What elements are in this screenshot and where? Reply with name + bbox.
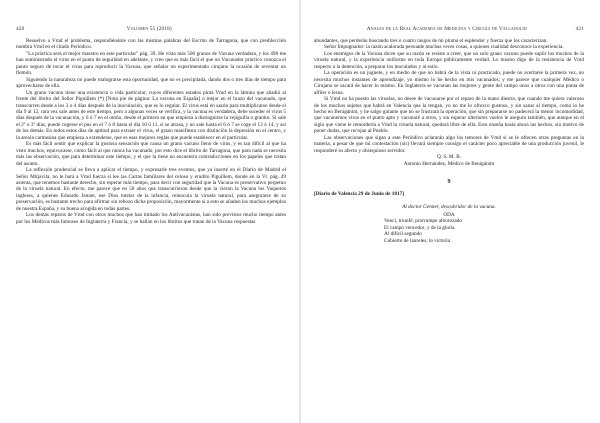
verse-line: Venci, triunfé, prorrumpe alborozado [384,218,462,225]
poem-dedication: Al doctor Genner, descubridor de la vacuna. [402,203,496,210]
right-page-header [314,26,584,32]
paragraph: La reflexión prudencial se lleva a aplicar el tiempo, y expresarle tres eventos, que ya inserté en el Diario de Madrid el Señor Mitjavila, no le hará a Vmd fuerza si lee las Cartas familiares del celoso y erudito Piguillem, donde en la Vr. pág. 49 asienta, que tenemos bastante derecho, sin esperar más tiempo, para decir con seguridad que la Vacuna es preservativo perpetuo de la viruela natural. En efecto, me parece que en 50 años que transcurrieron desde que la vieron la Vacuna los Vaqueros ingleses, a quienes Eduardo Jenner, ese Dios tutelar de la infancia, reinocula la viruela natural, para asegurarse de su preservación, es bastante trecho para afirmar sin rebozo dicha proposición, mayormente si a esto se añaden los muchos ejemplos de nuestra España, y su buena acogida en todas partes. [16,167,286,212]
verse-line: El campo vencedor, y de la gloria [384,224,455,231]
document-source-text: [Diario de Valencia 29 de Junio de 1817] [314,191,404,198]
right-running-head: Anales de la Real Academia de Medicina y Cirugía de Valladolid [366,26,527,32]
verse-line: Al difícil segundo [384,231,422,238]
paragraph: Los enemigos de la Vacuna dicen que su razón se resiste a creer, que un solo grano vacuno puede suplir los muchos de la viruela natural, y la experiencia uniforme en toda Europa públicamente verdad. Lo mismo digo de la resistencia de Vmd respecto a la detención, a preparar los inoculados y al estío. [314,50,584,70]
signature-closing: Q. S. M. B. [436,154,462,161]
paragraph: Si Vmd no ha puesto las viruelas, no desee de vacunarse por el reparo de la mano diestra, que cuando me quiera valeroso de los muchos sujetos que habrá en Valencia que la tengan, yo no me lo ofrezco gustoso, y sin sanar al tiempo, como lo he hecho en Benigánim, y he salgo garante que no se frustrará la operación, que sin prepararse no padecerá la menor incomodidad, que vacunemos virus en el punto apto y vacunaré a otros, y sin esperar ulteriores vuelos le aseguro también, que aunque en el siglo que viene le remordería a Vmd la viruela natural, quedará libre de ella. Esto enseña hasta ahora las hechos, sin motivo de poner dudas, que recojan al Pueblo. [314,96,584,135]
paragraph: La operación es un juguete, y en medio de que no habrá de la vista ni practicado, puede no acertarse la primera vez, no necesita muchos instantes de aprendizaje, yo mismo lo he hecho en mis vacunados; y me parece que cualquier Médico o Cirujano se sacará de hacer lo mismo. En Inglaterra se vacunan las mujeres y gente del campo unos a otros con una punta de alfiler o lesna. [314,70,584,96]
document-source [314,191,584,197]
right-page [300,0,600,423]
poem-title: ODA [443,211,455,218]
right-page-body [314,38,584,154]
paragraph: Los demás reparos de Vmd con otros muchos que han imitado los Antivacunistas, han sido previstos mucho tiempo antes por los Médicos más famosos de Inglaterra y Francia, y se hallan en los libritos que tratan de la Vacuna respuestas [16,212,286,225]
verse-line: Cubierto de laureles, la victoria [384,237,451,244]
left-page-number: 420 [16,26,25,32]
left-page-body [16,38,286,225]
paragraph: Es más fácil sentir que explicar la gustosa sensación que causa un grano vacuno lleno de virus, y es tan difícil al que ha visto muchos, equivocarse, como fácil al que nunca ha vacunado, por esto dice el librito de Tarragona, que para nada se necesita más las observación, que para determinar este tiempo, y el que la tiene no encuentra contradicciones en los papeles que tratan del asunto. [16,141,286,167]
paragraph: Resuelvo a Vmd el problema, respondiéndole con las mismas palabras del Escrito de Tarragona, que con predilección nombra Vmd en el citado Periódico. [16,38,286,51]
right-page-number: 421 [575,26,584,32]
paragraph: "La práctica será el mejor maestro en este particular" pág. 39. He visto más 500 granos de Vacuna verdadera, y los 498 me han suministrado el virus en el punto de seguridad en adelante, y creo que es más fácil el que un Vacunador práctico conozca el punto seguro de tocar el virus para reproducir la Vacuna, que señalar un experimentado cirujano la ocasión de reventar un flemón. [16,50,286,77]
paragraph: Un grano vacuno tiene una existencia o vida particular, cuyos diferentes estados pinta Vmd en la lámina que añadió al frente del librito del Señor Piguillem (*) [Nota pie de página: La vacuna en España] o mejor en el brazo del vacunado, que transcurren desde a los 3 o 4 días después de la inoculación, que es lo regular. El virus está en sazón para multiplicarse desde el día 9 al 12, rara vez sale antes de este tiempo, pero a algunas veces se verifica, y la vacuna es verdadera, debe suceder el virus 5 días después de la vacunación, y 6 ó 7 en el otoño, desde el primero en que empieza a distinguirse la vejiguilla o granito. Si sale el 2º o 3º días, puede cogerse el pus en el 7 ó 8 hasta el día 10 ú 11, si se atrasa, y no sale hasta el 6 ó 7 se coge el 13 ó 14, y así de los demás. En todos estos días de aptitud para extraer el virus, el grano manifiesta con distinción la depresión en el centro, y la areola carmesina que empieza a extenderse, que es esas mejores reglas que puede establecer en el particular. [16,89,286,141]
left-running-head: Volumen 55 (2018) [126,26,172,32]
paragraph: abundantes, que perderán buscando tres o cuatro rasgos de mi pluma el esplendor y fuerza que los caracterizan. [314,38,548,44]
poem-verses [314,218,584,244]
signature-block [314,154,584,167]
paragraph: Siguiendo la naturaleza no puede malograrse esta oportunidad, que no es precipitada, dando dos o tres días de tiempo para aprovecharse de ella. [16,76,286,90]
paragraph: Las observaciones que sigan a este Periódico aclararán algo los temores de Vmd si se le ofrecen otras preguntas en la materia, a pesar de que mi contestación (sic) llevará siempre consigo el carácter poco apreciable de una producción juvenil, le responderé su afecto y obsequioso servidor. [314,134,584,154]
left-page-header [16,26,286,32]
signature-name: Antonio Hernández, Médico de Benigánim [403,160,495,167]
document-number: 9 [447,179,451,186]
paragraph: Señor Impugnador: la razón acalorada persuade muchas veces cosas, a quienes cualidad desconoce la experiencia. [324,44,564,51]
